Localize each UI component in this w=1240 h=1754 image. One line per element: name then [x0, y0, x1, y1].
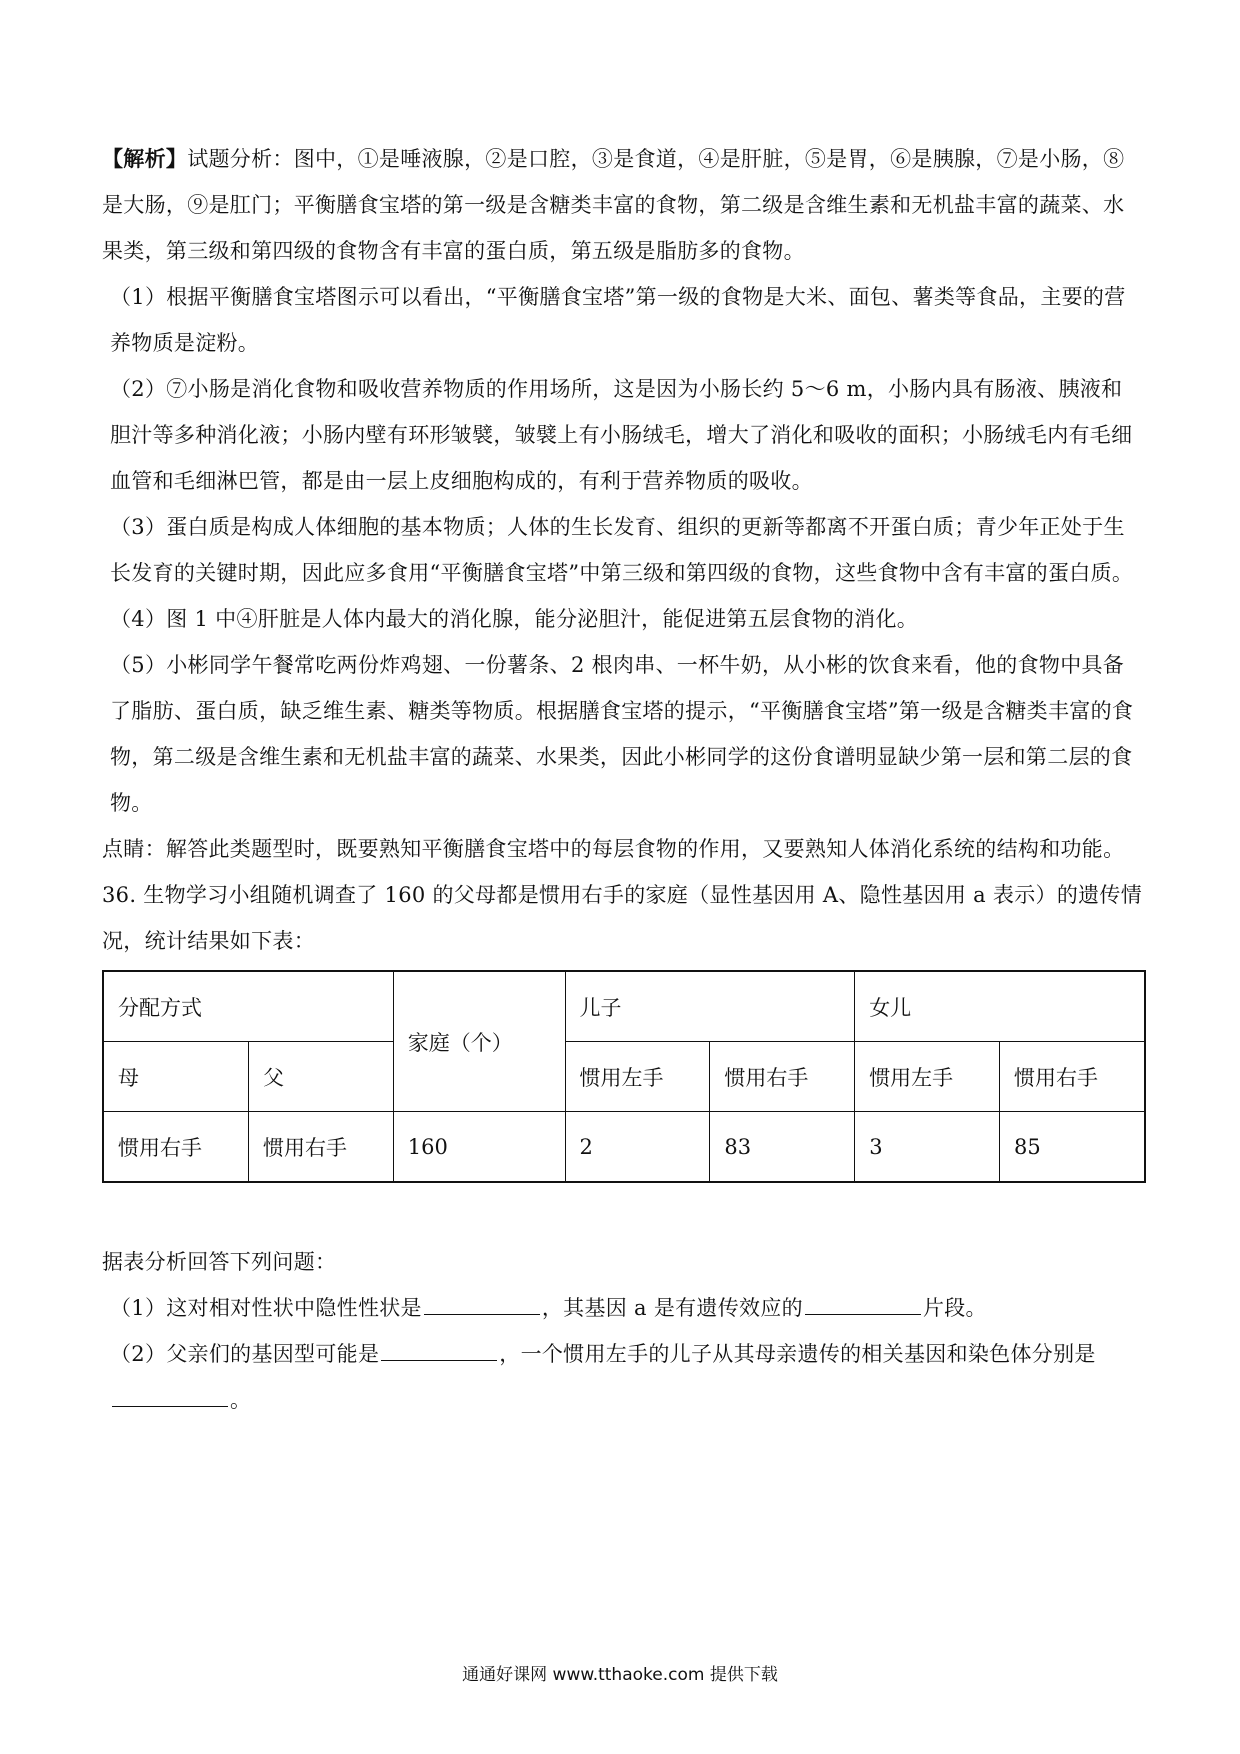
cell-families: 160 — [393, 1112, 565, 1183]
header-daughter-right: 惯用右手 — [1000, 1042, 1145, 1112]
header-father: 父 — [248, 1042, 393, 1112]
analysis-item-3: （3）蛋白质是构成人体细胞的基本物质；人体的生长发育、组织的更新等都离不开蛋白质；青少年正处于生长发育的关键时期，因此应多食用“平衡膳食宝塔”中第三级和第四级的食物，这些食物中含有丰富的蛋白质。 — [110, 515, 1134, 585]
cell-son-right: 83 — [710, 1112, 855, 1183]
header-families: 家庭（个） — [393, 971, 565, 1112]
q2-text-a: （2）父亲们的基因型可能是 — [110, 1342, 380, 1366]
data-table — [102, 970, 1146, 1183]
analysis-item-5: （5）小彬同学午餐常吃两份炸鸡翅、一份薯条、2 根肉串、一杯牛奶，从小彬的饮食来看，他的食物中具备了脂肪、蛋白质，缺乏维生素、糖类等物质。根据膳食宝塔的提示，“平衡膳食宝塔”第一级是含糖类丰富的食物，第二级是含维生素和无机盐丰富的蔬菜、水果类，因此小彬同学的这份食谱明显缺少第一层和第二层的食物。 — [110, 653, 1134, 815]
question-stem: 36. 生物学习小组随机调查了 160 的父母都是惯用右手的家庭（显性基因用 A、隐性基因用 a 表示）的遗传情况，统计结果如下表： — [102, 883, 1143, 953]
cell-daughter-left: 3 — [855, 1112, 1000, 1183]
header-daughter: 女儿 — [855, 971, 1145, 1042]
answer-blank-2[interactable] — [805, 1290, 921, 1315]
answer-blank-1[interactable] — [424, 1290, 540, 1315]
cell-daughter-right: 85 — [1000, 1112, 1145, 1183]
analysis-tip: 点睛：解答此类题型时，既要熟知平衡膳食宝塔中的每层食物的作用，又要熟知人体消化系统的结构和功能。 — [102, 837, 1125, 861]
table-row — [103, 1112, 1145, 1183]
header-son: 儿子 — [565, 971, 855, 1042]
document-page — [102, 136, 1142, 1423]
analysis-item-4: （4）图 1 中④肝脏是人体内最大的消化腺，能分泌胆汁，能促进第五层食物的消化。 — [110, 607, 919, 631]
cell-father: 惯用右手 — [248, 1112, 393, 1183]
analysis-intro — [102, 136, 1142, 274]
q2-text-b: ，一个惯用左手的儿子从其母亲遗传的相关基因和染色体分别是 — [499, 1342, 1096, 1366]
header-son-right: 惯用右手 — [710, 1042, 855, 1112]
q2-text-c: 。 — [230, 1388, 252, 1412]
analysis-item-2: （2）⑦小肠是消化食物和吸收营养物质的作用场所，这是因为小肠长约 5～6 m，小肠内具有肠液、胰液和胆汁等多种消化液；小肠内壁有环形皱襞，皱襞上有小肠绒毛，增大了消化和吸收的面积；小肠绒毛内有毛细血管和毛细淋巴管，都是由一层上皮细胞构成的，有利于营养物质的吸收。 — [110, 377, 1133, 493]
q1-text-c: 片段。 — [922, 1296, 987, 1320]
q1-text-b: ，其基因 a 是有遗传效应的 — [541, 1296, 803, 1320]
analysis-label: 【解析】 — [102, 146, 188, 171]
sub-question-2 — [102, 1331, 1142, 1423]
header-mother: 母 — [103, 1042, 248, 1112]
page-footer: 通通好课网 www.tthaoke.com 提供下载 — [462, 1665, 778, 1685]
answer-blank-3[interactable] — [381, 1336, 497, 1361]
header-son-left: 惯用左手 — [565, 1042, 710, 1112]
q1-text-a: （1）这对相对性状中隐性性状是 — [110, 1296, 422, 1320]
analysis-line: 试题分析：图中，①是唾液腺，②是口腔，③是食道，④是肝脏，⑤是胃，⑥是胰腺，⑦是小肠，⑧是大肠，⑨是肛门；平衡膳食宝塔的第一级是含糖类丰富的食物，第二级是含维生素和无机盐丰富的蔬菜、水果类，第三级和第四级的食物含有丰富的蛋白质，第五级是脂肪多的食物。 — [102, 147, 1125, 263]
cell-mother: 惯用右手 — [103, 1112, 248, 1183]
header-daughter-left: 惯用左手 — [855, 1042, 1000, 1112]
header-mode: 分配方式 — [103, 971, 393, 1042]
cell-son-left: 2 — [565, 1112, 710, 1183]
analysis-item-1: （1）根据平衡膳食宝塔图示可以看出，“平衡膳食宝塔”第一级的食物是大米、面包、薯类等食品，主要的营养物质是淀粉。 — [110, 285, 1126, 355]
answer-blank-4[interactable] — [112, 1382, 228, 1407]
sub-question-1 — [102, 1285, 1142, 1331]
question-prompt: 据表分析回答下列问题： — [102, 1250, 337, 1274]
